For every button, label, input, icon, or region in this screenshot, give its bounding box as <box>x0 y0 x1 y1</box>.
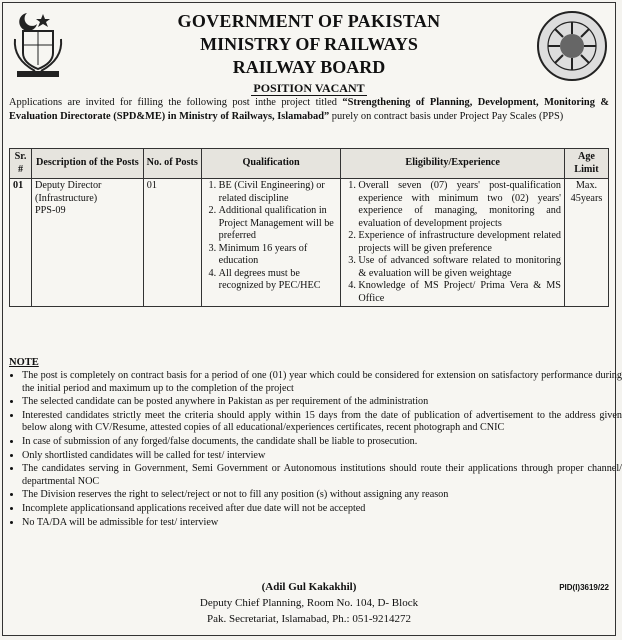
cell-age-limit: Max. 45years <box>564 179 608 307</box>
header-description: Description of the Posts <box>31 149 143 179</box>
header-board: RAILWAY BOARD <box>232 57 386 77</box>
eligibility-item: 2. Experience of infrastructure development related projects will be given preference <box>358 230 561 255</box>
intro-paragraph: Applications are invited for filling the following post inthe project titled “Strengthening of Planning, Development, Monitoring & Evaluation Directorate (SPD&ME) in Ministry of Railways, Islamabad” purely on contract basis under Project Pay Scales (PPS) <box>9 97 609 122</box>
eligibility-item: 1. Overall seven (07) years' post-qualification experience with minimum two (02) years' experience of managing, monitoring and evaluation of development projects <box>358 180 561 230</box>
list-item: • In case of submission of any forged/false documents, the candidate shall be liable to prosecution. <box>22 436 622 449</box>
header-qualification: Qualification <box>201 149 341 179</box>
signatory-address: Pak. Secretariat, Islamabad, Ph.: 051-9214272 <box>206 613 412 625</box>
pid-number: PID(I)3619/22 <box>559 583 609 592</box>
signatory-name: (Adil Gul Kakakhil) <box>261 581 357 593</box>
list-item: • The candidates serving in Government, Semi Government or Autonomous institutions should route their applications through proper channel/ departmental NOC <box>22 463 622 488</box>
header-no-of-posts: No. of Posts <box>143 149 201 179</box>
qualification-item: 2. Additional qualification in Project Management will be preferred <box>219 205 338 243</box>
cell-description: Deputy Director (Infrastructure) PPS-09 <box>31 179 143 307</box>
list-item: • The selected candidate can be posted anywhere in Pakistan as per requirement of the administration <box>22 396 622 409</box>
qualification-item: 1. BE (Civil Engineering) or related discipline <box>219 180 338 205</box>
cell-eligibility <box>341 179 565 307</box>
eligibility-item: 4. Knowledge of MS Project/ Prima Vera & MS Office <box>358 280 561 305</box>
cell-qualification <box>201 179 341 307</box>
header-sr: Sr. # <box>10 149 32 179</box>
posts-table <box>9 148 609 307</box>
list-item: • The post is completely on contract basis for a period of one (01) year which could be considered for extension on satisfactory performance during the initial period and maximum up to the completion of the project <box>22 370 622 395</box>
header-ministry: MINISTRY OF RAILWAYS <box>200 34 418 54</box>
advertisement-page <box>2 2 622 636</box>
eligibility-item: 3. Use of advanced software related to monitoring & evaluation will be given weightage <box>358 255 561 280</box>
position-vacant-heading: POSITION VACANT <box>253 81 365 95</box>
cell-sr: 01 <box>10 179 32 307</box>
notes-title: NOTE <box>9 357 39 368</box>
list-item: • No TA/DA will be admissible for test/ interview <box>22 517 622 530</box>
list-item: • Incomplete applicationsand applications received after due date will not be accepted <box>22 503 622 516</box>
header-government: GOVERNMENT OF PAKISTAN <box>177 11 441 31</box>
list-item: • Only shortlisted candidates will be called for test/ interview <box>22 450 622 463</box>
notes-list <box>9 370 622 530</box>
list-item: • Interested candidates strictly meet the criteria should apply within 15 days from the date of publication of advertisement to the address given below along with CV/Resume, attested copies of all educational/experiences certificates, recent photograph and CNIC <box>22 410 622 435</box>
project-title: “Strengthening of Planning, Development, Monitoring & Evaluation Directorate (SPD&ME) in Ministry of Railways, Islamabad” <box>9 97 609 122</box>
qualification-item: 3. Minimum 16 years of education <box>219 243 338 268</box>
cell-no-of-posts: 01 <box>143 179 201 307</box>
table-header-row <box>10 149 609 179</box>
table-row <box>10 179 609 307</box>
signatory-designation: Deputy Chief Planning, Room No. 104, D- Block <box>199 597 419 609</box>
header-age-limit: Age Limit <box>564 149 608 179</box>
list-item: • The Division reserves the right to select/reject or not to fill any position (s) without assigning any reason <box>22 489 622 502</box>
header-eligibility: Eligibility/Experience <box>341 149 565 179</box>
qualification-item: 4. All degrees must be recognized by PEC/HEC <box>219 268 338 293</box>
